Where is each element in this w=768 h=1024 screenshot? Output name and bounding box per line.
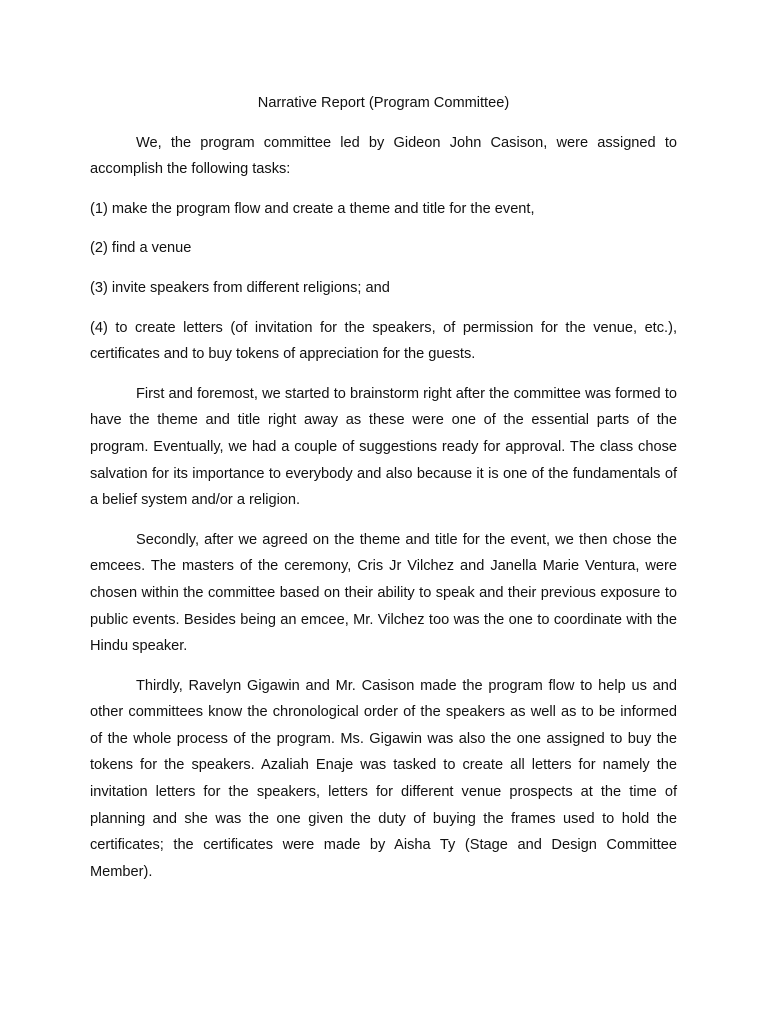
page-title: Narrative Report (Program Committee) xyxy=(257,95,510,111)
paragraph-first: First and foremost, we started to brainstorm right after the committee was formed to have the theme and title right away as these were one of the essential parts of the program. Eventually, we had a couple of suggestions ready for approval. The class chose salvation for its importance to everybody and also because it is one of the fundamentals of a belief system and/or a religion. xyxy=(90,385,677,509)
intro-paragraph: We, the program committee led by Gideon John Casison, were assigned to accomplish the following tasks: xyxy=(90,134,677,178)
task-item-2: (2) find a venue xyxy=(90,240,192,257)
task-item-4: (4) to create letters (of invitation for the speakers, of permission for the venue, etc.), certificates and to buy tokens of appreciation for the guests. xyxy=(90,319,677,363)
paragraph-third: Thirdly, Ravelyn Gigawin and Mr. Casison made the program flow to help us and other committees know the chronological order of the speakers as well as to be informed of the whole process of the program. Ms. Gigawin was also the one assigned to buy the tokens for the speakers. Azaliah Enaje was tasked to create all letters for namely the invitation letters for the speakers, letters for different venue prospects at the time of planning and she was the one given the duty of buying the frames used to hold the certificates; the certificates were made by Aisha Ty (Stage and Design Committee Member). xyxy=(90,677,677,880)
document-body xyxy=(90,90,677,885)
paragraph-second: Secondly, after we agreed on the theme and title for the event, we then chose the emcees. The masters of the ceremony, Cris Jr Vilchez and Janella Marie Ventura, were chosen within the committee based on their ability to speak and their previous exposure to public events. Besides being an emcee, Mr. Vilchez too was the one to coordinate with the Hindu speaker. xyxy=(90,531,677,655)
task-item-3: (3) invite speakers from different religions; and xyxy=(90,279,390,296)
task-item-1: (1) make the program flow and create a theme and title for the event, xyxy=(90,200,535,217)
